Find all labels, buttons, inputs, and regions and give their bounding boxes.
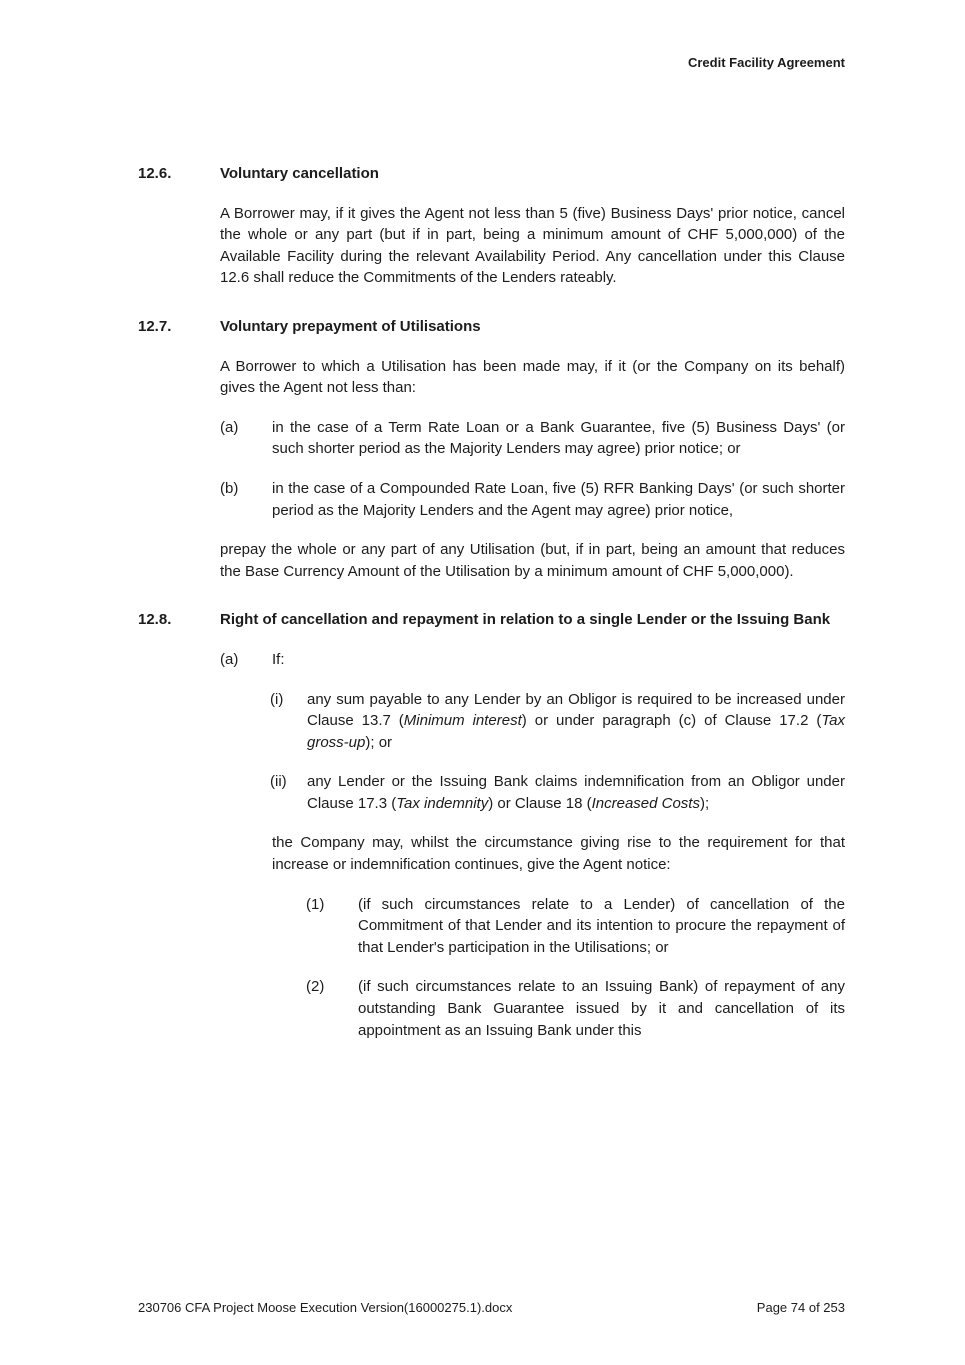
footer-page-number: Page 74 of 253	[756, 1300, 845, 1315]
list-marker: (2)	[306, 978, 325, 996]
list-item-ii	[270, 771, 845, 814]
clause-12-6-paragraph: A Borrower may, if it gives the Agent not less than 5 (five) Business Days' prior notice, cancel the whole or any part (but if in part, being a minimum amount of CHF 5,000,000) of the Available Facility during the relevant Availability Period. Any cancellation under this Clause 12.6 shall reduce the Commitments of the Lenders rateably.	[220, 204, 845, 287]
list-marker: (1)	[306, 895, 325, 913]
list-item-i	[270, 689, 845, 754]
header-title: Credit Facility Agreement	[687, 55, 845, 70]
section-title: Voluntary cancellation	[220, 165, 379, 182]
section-number: 12.6.	[138, 165, 172, 182]
section-number: 12.7.	[138, 317, 172, 335]
clause-12-7-intro: A Borrower to which a Utilisation has been made may, if it (or the Company on its behalf) gives the Agent not less than:	[220, 357, 845, 397]
list-item-2	[306, 976, 845, 1041]
list-marker: (i)	[270, 690, 284, 708]
list-text: in the case of a Compounded Rate Loan, five (5) RFR Banking Days' (or such shorter period as the Majority Lenders and the Agent may agree) prior notice,	[272, 479, 845, 519]
footer-filename: 230706 CFA Project Moose Execution Version(16000275.1).docx	[138, 1300, 513, 1315]
section-12-7-heading	[138, 316, 845, 338]
list-item-a	[220, 649, 845, 671]
list-marker: (a)	[220, 418, 239, 436]
list-item-1	[306, 894, 845, 959]
document-body	[138, 163, 845, 1059]
list-marker: (a)	[220, 650, 239, 668]
list-item-b	[220, 478, 845, 521]
clause-12-7-closing: prepay the whole or any part of any Utilisation (but, if in part, being an amount that reduces the Base Currency Amount of the Utilisation by a minimum amount of CHF 5,000,000).	[220, 541, 845, 580]
list-marker: (ii)	[270, 773, 287, 791]
list-text: any sum payable to any Lender by an Obligor is required to be increased under Clause 13.7 (Minimum interest) or under paragraph (c) of Clause 17.2 (Tax gross-up); or	[307, 690, 845, 751]
section-title: Right of cancellation and repayment in relation to a single Lender or the Issuing Bank	[220, 611, 831, 629]
list-text: (if such circumstances relate to a Lender) of cancellation of the Commitment of that Lender and its intention to procure the repayment of that Lender's participation in the Utilisations; or	[358, 895, 845, 956]
section-title: Voluntary prepayment of Utilisations	[220, 317, 481, 335]
section-12-6-heading	[138, 163, 845, 185]
list-text: (if such circumstances relate to an Issuing Bank) of repayment of any outstanding Bank Guarantee issued by it and cancellation of its appointment as an Issuing Bank under this	[358, 978, 845, 1039]
list-text: If:	[272, 650, 285, 668]
list-text: the Company may, whilst the circumstance giving rise to the requirement for that increase or indemnification continues, give the Agent notice:	[272, 834, 845, 874]
list-marker-spacer	[220, 832, 272, 875]
list-text: any Lender or the Issuing Bank claims indemnification from an Obligor under Clause 17.3 (Tax indemnity) or Clause 18 (Increased Costs);	[307, 773, 845, 812]
page-footer	[138, 1300, 845, 1315]
list-item-a	[220, 417, 845, 460]
list-text: in the case of a Term Rate Loan or a Bank Guarantee, five (5) Business Days' (or such shorter period as the Majority Lenders may agree) prior notice; or	[272, 418, 845, 458]
list-marker: (b)	[220, 479, 239, 497]
section-number: 12.8.	[138, 611, 172, 629]
section-12-8-heading	[138, 609, 845, 631]
page-header	[138, 55, 845, 70]
clause-12-8-continuation	[220, 832, 845, 875]
